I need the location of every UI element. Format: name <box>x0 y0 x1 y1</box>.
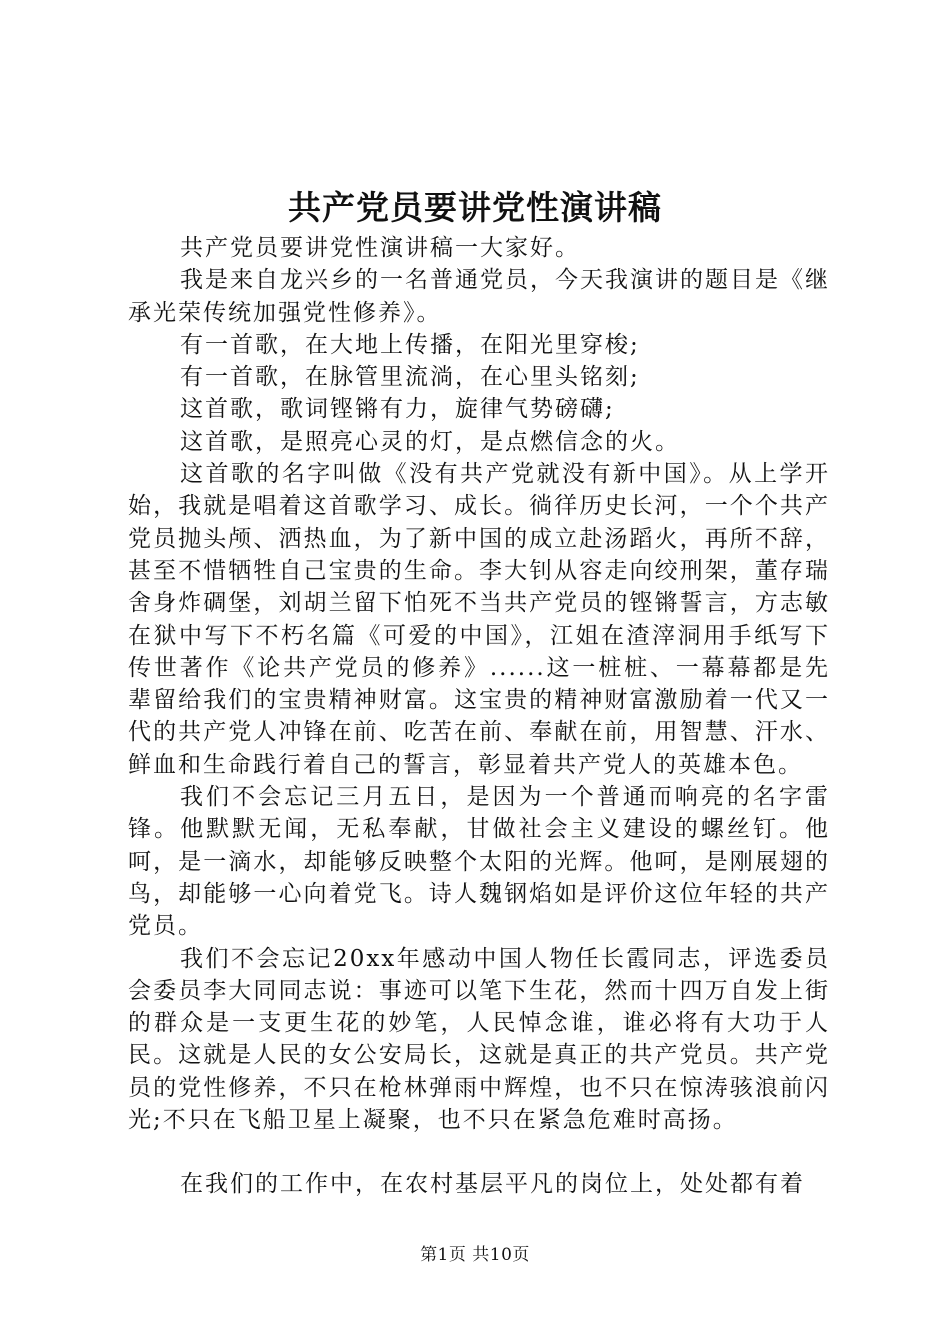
paragraph: 这首歌，歌词铿锵有力，旋律气势磅礴; <box>180 396 615 423</box>
paragraph: 有一首歌，在大地上传播，在阳光里穿梭; <box>180 331 640 358</box>
paragraph: 这首歌的名字叫做《没有共产党就没有新中国》。从上学开始，我就是唱着这首歌学习、成长。徜徉历史长河，一个个共产党员抛头颅、洒热血，为了新中国的成立赴汤蹈火，再所不辞，甚至不惜牺牲自己宝贵的生命。李大钊从容走向绞刑架，董存瑞舍身炸碉堡，刘胡兰留下怕死不当共产党员的铿锵誓言，方志敏在狱中写下不朽名篇《可爱的中国》，江姐在渣滓洞用手纸写下传世著作《论共产党员的修养》......这一桩桩、一幕幕都是先辈留给我们的宝贵精神财富。这宝贵的精神财富激励着一代又一代的共产党人冲锋在前、吃苦在前、奉献在前，用智慧、汗水、鲜血和生命践行着自己的誓言，彰显着共产党人的英雄本色。 <box>128 461 830 778</box>
document-title: 共产党员要讲党性演讲稿 <box>288 188 662 227</box>
document-body <box>128 232 830 1201</box>
paragraph: 我们不会忘记三月五日，是因为一个普通而响亮的名字雷锋。他默默无闻，无私奉献，甘做社会主义建设的螺丝钉。他呵，是一滴水，却能够反映整个太阳的光辉。他呵，是刚展翅的鸟，却能够一心向着党飞。诗人魏钢焰如是评价这位年轻的共产党员。 <box>128 784 830 940</box>
paragraph: 共产党员要讲党性演讲稿一大家好。 <box>180 235 580 261</box>
paragraph: 我们不会忘记20xx年感动中国人物任长霞同志，评选委员会委员李大同同志说：事迹可以笔下生花，然而十四万自发上街的群众是一支更生花的妙笔，人民悼念谁，谁必将有大功于人民。这就是人民的女公安局长，这就是真正的共产党员。共产党员的党性修养，不只在枪林弹雨中辉煌，也不只在惊涛骇浪前闪光;不只在飞船卫星上凝聚，也不只在紧急危难时高扬。 <box>128 945 830 1134</box>
paragraph: 这首歌，是照亮心灵的灯，是点燃信念的火。 <box>180 428 680 455</box>
paragraph: 有一首歌，在脉管里流淌，在心里头铭刻; <box>180 364 640 391</box>
page-footer: 第1页 共10页 <box>420 1245 530 1265</box>
paragraph: 我是来自龙兴乡的一名普通党员，今天我演讲的题目是《继承光荣传统加强党性修养》。 <box>128 267 830 326</box>
paragraph: 在我们的工作中，在农村基层平凡的岗位上，处处都有着 <box>180 1171 805 1198</box>
